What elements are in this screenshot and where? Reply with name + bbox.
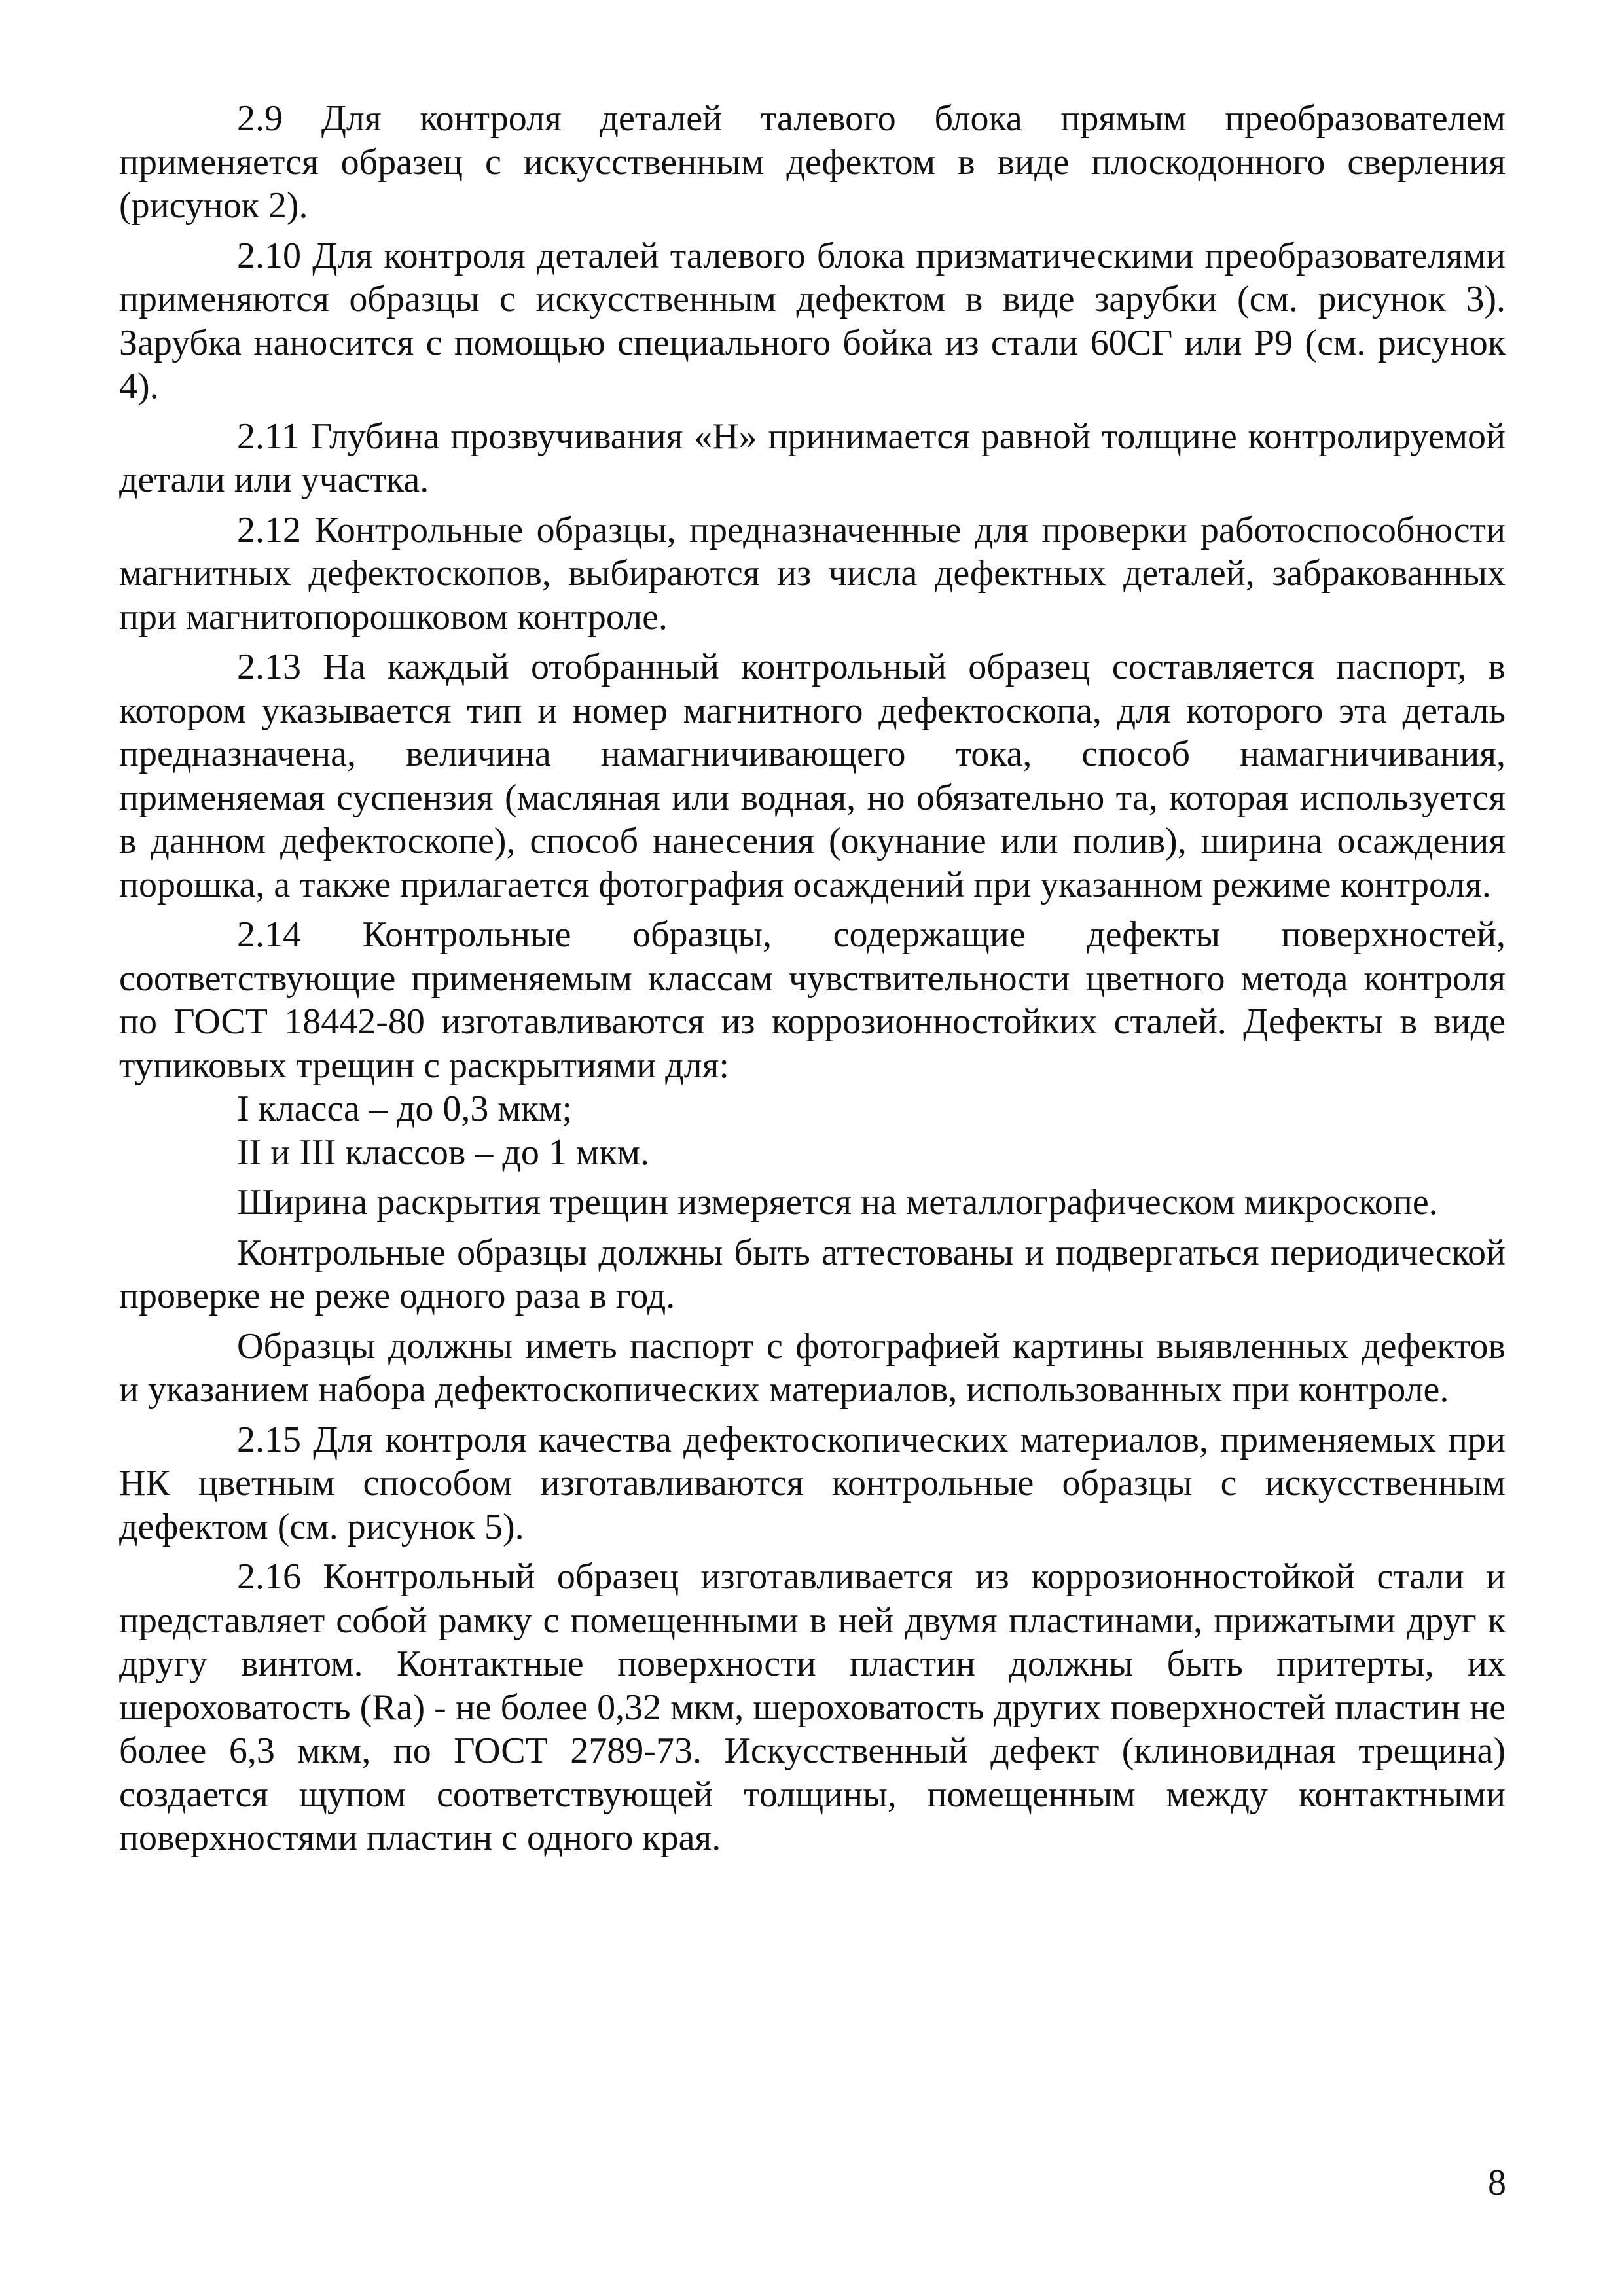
paragraph-2-10: 2.10 Для контроля деталей талевого блока призматическими преобразователями применяются образцы с искусственным дефектом в виде зарубки (см. рисунок 3). Зарубка наносится с помощью специального бойка из стали 60СГ или Р9 (см. рисунок 4). <box>119 235 1506 406</box>
paragraph-2-16: 2.16 Контрольный образец изготавливается из коррозионностойкой стали и представляет собой рамку с помещенными в ней двумя пластинами, прижатыми друг к другу винтом. Контактные поверхности пластин должны быть притерты, их шероховатость (Ra) - не более 0,32 мкм, шероховатость других поверхностей пластин не более 6,3 мкм, по ГОСТ 2789-73. Искусственный дефект (клиновидная трещина) создается щупом соответствующей толщины, помещенным между контактными поверхностями пластин с одного края. <box>119 1556 1506 1858</box>
paragraph-2-9: 2.9 Для контроля деталей талевого блока прямым преобразователем применяется образец с искусственным дефектом в виде плоскодонного сверления (рисунок 2). <box>119 98 1506 226</box>
list-item-class-1: I класса – до 0,3 мкм; <box>237 1088 573 1129</box>
document-body <box>119 97 1506 1860</box>
paragraph-passport: Образцы должны иметь паспорт с фотографией картины выявленных дефектов и указанием набора дефектоскопических материалов, использованных при контроле. <box>119 1325 1506 1410</box>
paragraph-2-12: 2.12 Контрольные образцы, предназначенные для проверки работоспособности магнитных дефектоскопов, выбираются из числа дефектных деталей, забракованных при магнитопорошковом контроле. <box>119 509 1506 637</box>
paragraph-2-13: 2.13 На каждый отобранный контрольный образец составляется паспорт, в котором указывается тип и номер магнитного дефектоскопа, для которого эта деталь предназначена, величина намагничивающего тока, способ намагничивания, применяемая суспензия (масляная или водная, но обязательно та, которая используется в данном дефектоскопе), способ нанесения (окунание или полив), ширина осаждения порошка, а также прилагается фотография осаждений при указанном режиме контроля. <box>119 647 1506 905</box>
paragraph-crack-width: Ширина раскрытия трещин измеряется на металлографическом микроскопе. <box>237 1182 1438 1223</box>
list-item-class-2-3: II и III классов – до 1 мкм. <box>237 1132 649 1173</box>
paragraph-2-15: 2.15 Для контроля качества дефектоскопических материалов, применяемых при НК цветным способом изготавливаются контрольные образцы с искусственным дефектом (см. рисунок 5). <box>119 1419 1506 1547</box>
paragraph-2-11: 2.11 Глубина прозвучивания «Н» принимается равной толщине контролируемой детали или участка. <box>119 416 1506 500</box>
page-number: 8 <box>1488 2162 1506 2203</box>
paragraph-2-14: 2.14 Контрольные образцы, содержащие дефекты поверхностей, соответствующие применяемым классам чувствительности цветного метода контроля по ГОСТ 18442-80 изготавливаются из коррозионностойких сталей. Дефекты в виде тупиковых трещин с раскрытиями для: <box>119 914 1506 1086</box>
paragraph-certification: Контрольные образцы должны быть аттестованы и подвергаться периодической проверке не реже одного раза в год. <box>119 1232 1506 1316</box>
